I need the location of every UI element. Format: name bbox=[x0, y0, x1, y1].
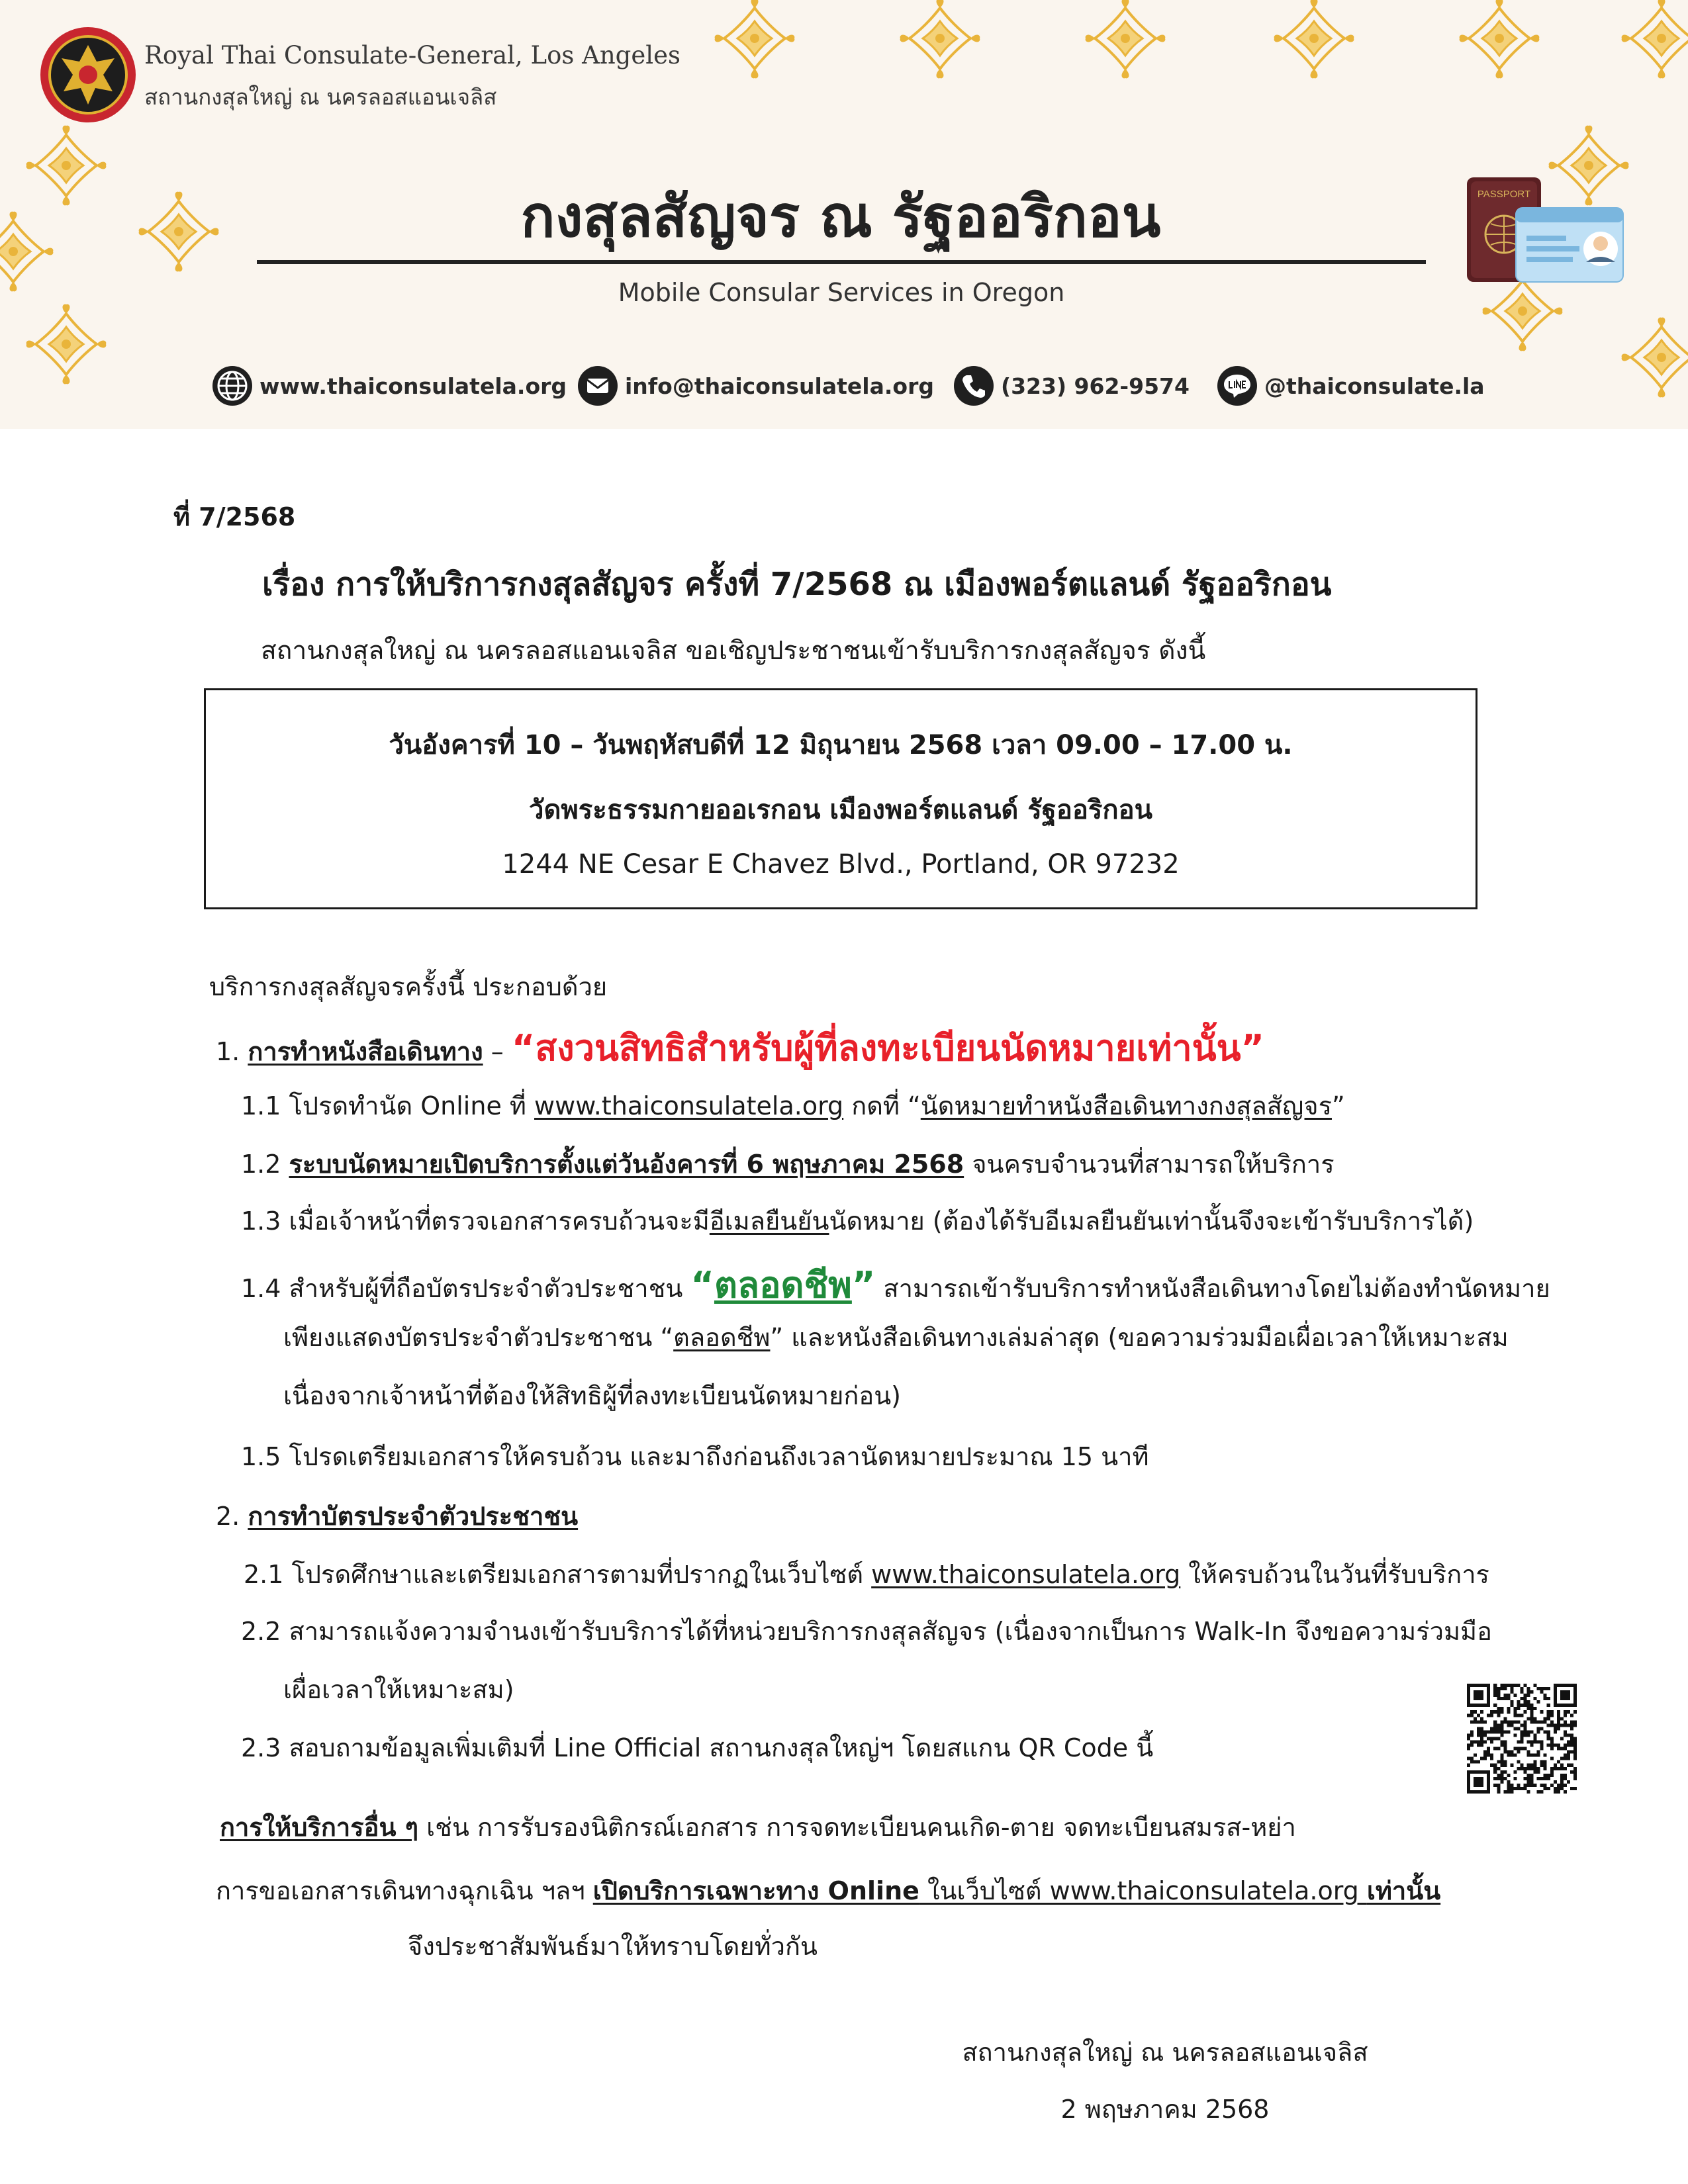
other-services-text-a: การขอเอกสารเดินทางฉุกเฉิน ฯลฯ bbox=[216, 1876, 593, 1905]
item-1-3-text-b: นัดหมาย (ต้องได้รับอีเมลยืนยันเท่านั้นจึงจะเข้ารับบริการได้) bbox=[829, 1206, 1474, 1236]
item-1-4 bbox=[241, 1256, 1550, 1313]
line-icon bbox=[1215, 364, 1259, 408]
phone-icon bbox=[952, 364, 996, 408]
only-text: เท่านั้น bbox=[1366, 1876, 1441, 1905]
service-1-line bbox=[216, 1019, 1264, 1076]
contact-line-text: @thaiconsulate.la bbox=[1264, 373, 1485, 399]
contact-phone-text: (323) 962-9574 bbox=[1001, 373, 1190, 399]
other-services-line-2 bbox=[216, 1870, 1440, 1911]
item-1-2 bbox=[241, 1144, 1335, 1184]
item-1-1-text-c: ” bbox=[1331, 1091, 1345, 1120]
contact-email[interactable] bbox=[576, 363, 934, 409]
contact-website-text: www.thaiconsulatela.org bbox=[259, 373, 567, 399]
service-2-title: การทำบัตรประจำตัวประชาชน bbox=[248, 1502, 579, 1531]
online-website-text[interactable]: ในเว็บไซต์ www.thaiconsulatela.org bbox=[919, 1876, 1367, 1905]
item-2-1 bbox=[244, 1554, 1489, 1594]
item-1-4-line-2 bbox=[283, 1317, 1509, 1357]
item-1-5: 1.5 โปรดเตรียมเอกสารให้ครบถ้วน และมาถึงก่อนถึงเวลานัดหมายประมาณ 15 นาที bbox=[241, 1442, 1149, 1471]
item-1-4-line-2-a: เพียงแสดงบัตรประจำตัวประชาชน “ bbox=[283, 1323, 674, 1352]
item-1-4-line-2-b: ” และหนังสือเดินทางเล่มล่าสุด (ขอความร่วมมือเผื่อเวลาให้เหมาะสม bbox=[770, 1323, 1509, 1352]
item-1-3 bbox=[241, 1201, 1474, 1241]
item-1-4-quote-open: “ bbox=[690, 1264, 714, 1306]
header-banner bbox=[0, 0, 1688, 429]
document-subject: เรื่อง การให้บริการกงสุลสัญจร ครั้งที่ 7/2568 ณ เมืองพอร์ตแลนด์ รัฐออริกอน bbox=[262, 566, 1332, 603]
item-1-2-number: 1.2 bbox=[241, 1150, 289, 1179]
contact-website[interactable] bbox=[211, 363, 567, 409]
website-link-2[interactable]: www.thaiconsulatela.org bbox=[871, 1560, 1181, 1589]
item-1-4-quote-close: ” bbox=[851, 1264, 876, 1306]
other-services-title: การให้บริการอื่น ๆ bbox=[220, 1813, 419, 1842]
service-1-number: 1. bbox=[216, 1037, 248, 1066]
item-2-2: 2.2 สามารถแจ้งความจำนงเข้ารับบริการได้ที่หน่วยบริการกงสุลสัญจร (เนื่องจากเป็นการ Walk-In จึงขอความร่วมมือ bbox=[241, 1617, 1492, 1646]
event-info-box bbox=[204, 688, 1477, 909]
item-2-1-text-b: ให้ครบถ้วนในวันที่รับบริการ bbox=[1180, 1560, 1489, 1589]
intro-text: สถานกงสุลใหญ่ ณ นครลอสแอนเจลิส ขอเชิญประชาชนเข้ารับบริการกงสุลสัญจร ดังนี้ bbox=[261, 636, 1206, 666]
item-1-3-underline: อีเมลยืนยัน bbox=[709, 1206, 829, 1236]
item-1-2-text: จนครบจำนวนที่สามารถให้บริการ bbox=[964, 1150, 1335, 1179]
website-link[interactable]: www.thaiconsulatela.org bbox=[534, 1091, 844, 1120]
item-1-4-text-b: สามารถเข้ารับบริการทำหนังสือเดินทางโดยไม่ต้องทำนัดหมาย bbox=[875, 1274, 1550, 1303]
contact-email-text: info@thaiconsulatela.org bbox=[625, 373, 934, 399]
item-1-4-line-2-underline: ตลอดชีพ bbox=[673, 1323, 771, 1352]
service-2-line bbox=[216, 1496, 578, 1536]
item-1-1-text: 1.1 โปรดทำนัด Online ที่ bbox=[241, 1091, 535, 1120]
service-1-highlight: “สงวนสิทธิสำหรับผู้ที่ลงทะเบียนนัดหมายเท่านั้น” bbox=[511, 1027, 1264, 1069]
appointment-link[interactable]: นัดหมายทำหนังสือเดินทางกงสุลสัญจร bbox=[920, 1091, 1332, 1120]
passport-label: PASSPORT bbox=[1477, 189, 1531, 200]
item-1-3-text: 1.3 เมื่อเจ้าหน้าที่ตรวจเอกสารครบถ้วนจะมี bbox=[241, 1206, 710, 1236]
event-date-time: วันอังคารที่ 10 – วันพฤหัสบดีที่ 12 มิถุนายน 2568 เวลา 09.00 – 17.00 น. bbox=[389, 730, 1293, 760]
document-number: ที่ 7/2568 bbox=[173, 502, 296, 531]
other-services-text: เช่น การรับรองนิติกรณ์เอกสาร การจดทะเบียนคนเกิด-ตาย จดทะเบียนสมรส-หย่า bbox=[418, 1813, 1296, 1842]
contact-line[interactable] bbox=[1215, 363, 1485, 409]
consulate-seal-logo bbox=[38, 25, 138, 124]
service-2-number: 2. bbox=[216, 1502, 248, 1531]
organization-name-th: สถานกงสุลใหญ่ ณ นครลอสแอนเจลิส bbox=[144, 84, 497, 110]
globe-icon bbox=[211, 364, 254, 408]
title-divider bbox=[257, 260, 1426, 264]
organization-name-en: Royal Thai Consulate-General, Los Angeles bbox=[144, 41, 680, 69]
event-venue: วัดพระธรรมกายออเรกอน เมืองพอร์ตแลนด์ รัฐออริกอน bbox=[528, 795, 1152, 825]
item-1-2-bold: ระบบนัดหมายเปิดบริการตั้งแต่วันอังคารที่ 6 พฤษภาคม 2568 bbox=[289, 1150, 964, 1179]
page-title: กงสุลสัญจร ณ รัฐออริกอน bbox=[520, 184, 1161, 250]
item-1-4-text: 1.4 สำหรับผู้ที่ถือบัตรประจำตัวประชาชน bbox=[241, 1274, 691, 1303]
signature-date: 2 พฤษภาคม 2568 bbox=[1060, 2095, 1270, 2124]
item-2-1-text: 2.1 โปรดศึกษาและเตรียมเอกสารตามที่ปรากฏในเว็บไซต์ bbox=[244, 1560, 872, 1589]
contact-phone[interactable] bbox=[952, 363, 1190, 409]
closing-text: จึงประชาสัมพันธ์มาให้ทราบโดยทั่วกัน bbox=[408, 1932, 818, 1961]
mail-icon bbox=[576, 364, 620, 408]
online-only-text: เปิดบริการเฉพาะทาง Online bbox=[592, 1876, 919, 1905]
item-1-4-highlight: ตลอดชีพ bbox=[714, 1264, 852, 1306]
service-1-title: การทำหนังสือเดินทาง bbox=[248, 1037, 483, 1066]
item-1-1 bbox=[241, 1085, 1345, 1126]
other-services-line-1 bbox=[220, 1807, 1296, 1847]
line-qr-code[interactable] bbox=[1467, 1684, 1577, 1794]
services-heading: บริการกงสุลสัญจรครั้งนี้ ประกอบด้วย bbox=[209, 972, 608, 1001]
page-subtitle: Mobile Consular Services in Oregon bbox=[618, 278, 1065, 307]
item-2-2-line-2: เผื่อเวลาให้เหมาะสม) bbox=[283, 1675, 514, 1704]
signature-org: สถานกงสุลใหญ่ ณ นครลอสแอนเจลิส bbox=[962, 2038, 1368, 2067]
item-1-1-text-b: กดที่ “ bbox=[843, 1091, 921, 1120]
item-2-3: 2.3 สอบถามข้อมูลเพิ่มเติมที่ Line Official สถานกงสุลใหญ่ฯ โดยสแกน QR Code นี้ bbox=[241, 1733, 1154, 1762]
event-address: 1244 NE Cesar E Chavez Blvd., Portland, OR 97232 bbox=[502, 849, 1180, 880]
passport-id-card-illustration bbox=[1462, 177, 1627, 289]
service-1-dash: – bbox=[483, 1037, 512, 1066]
item-1-4-line-3: เนื่องจากเจ้าหน้าที่ต้องให้สิทธิผู้ที่ลงทะเบียนนัดหมายก่อน) bbox=[283, 1381, 902, 1410]
